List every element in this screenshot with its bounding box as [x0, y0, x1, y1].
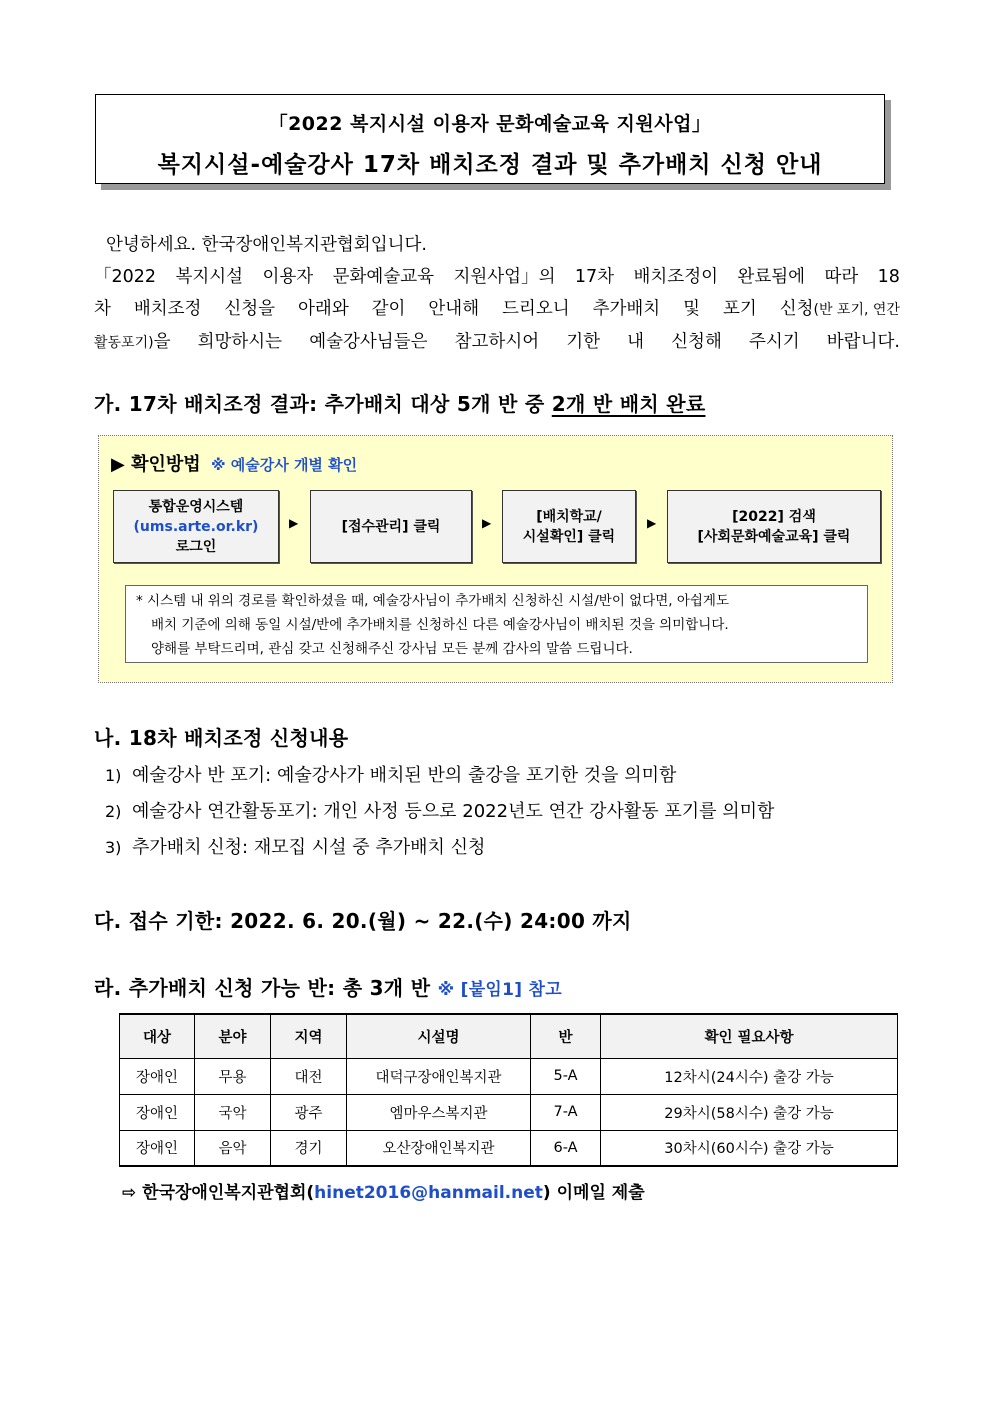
- table-cell: 경기: [271, 1130, 347, 1166]
- word: 주시기: [748, 332, 800, 352]
- list-item: [105, 761, 676, 787]
- word: 희망하시는: [197, 332, 283, 352]
- table-cell: 대덕구장애인복지관: [347, 1058, 531, 1094]
- table-cell: 무용: [195, 1058, 271, 1094]
- table-cell: 30차시(60시수) 출강 가능: [601, 1130, 898, 1166]
- list-number: 3): [105, 838, 122, 857]
- table-cell: 대전: [271, 1058, 347, 1094]
- table-cell: 국악: [195, 1094, 271, 1130]
- word: 따라: [824, 267, 859, 287]
- word-part: 신청: [779, 299, 814, 319]
- notice-line: * 시스템 내 위의 경로를 확인하셨을 때, 예술강사님이 추가배치 신청하신 시설/반이 없다면, 아쉽게도: [136, 593, 730, 609]
- intro-line4: [94, 326, 900, 359]
- word-part: 을: [153, 332, 171, 352]
- word: 예술강사님들은: [309, 332, 428, 352]
- table-cell: 29차시(58시수) 출강 가능: [601, 1094, 898, 1130]
- step-url: (ums.arte.or.kr): [133, 518, 259, 535]
- section-ra-note: ※ [붙임1] 참고: [437, 980, 562, 1000]
- method-title: [111, 450, 357, 476]
- word: 18: [877, 267, 900, 287]
- submit-instruction: [122, 1178, 645, 1203]
- table-cell: 장애인: [120, 1130, 195, 1166]
- intro-line2: [94, 261, 900, 293]
- title-line2: 복지시설-예술강사 17차 배치조정 결과 및 추가배치 신청 안내: [157, 152, 823, 178]
- word: 아래와: [298, 299, 349, 319]
- notice-line: 배치 기준에 의해 동일 시설/반에 추가배치를 신청하신 다른 예술강사님이 배치된 것을 의미합니다.: [151, 617, 729, 633]
- small-text: 활동포기): [94, 335, 154, 351]
- word: 안내해: [428, 299, 480, 319]
- list-number: 1): [105, 766, 122, 785]
- table-row: [120, 1058, 898, 1094]
- word: 차: [94, 299, 111, 319]
- notice-box: [125, 585, 868, 663]
- email-link[interactable]: hinet2016@hanmail.net: [314, 1183, 543, 1203]
- step-check: [502, 490, 636, 563]
- intro-line3: [94, 293, 900, 326]
- word: 17차: [574, 267, 615, 287]
- word: 신청해: [671, 332, 722, 352]
- submit-prefix: ⇨ 한국장애인복지관협회(: [122, 1183, 315, 1203]
- table-cell: 12차시(24시수) 출강 가능: [601, 1058, 898, 1094]
- table-row: [120, 1130, 898, 1166]
- word: 및: [683, 299, 701, 319]
- section-da-heading: 다. 접수 기한: 2022. 6. 20.(월) ~ 22.(수) 24:00 까지: [94, 909, 632, 933]
- table-cell: 음악: [195, 1130, 271, 1166]
- step-text: [2022] 검색: [732, 508, 816, 525]
- word: [780, 293, 900, 326]
- step-search: [667, 490, 881, 563]
- table-cell: 광주: [271, 1094, 347, 1130]
- list-text: 예술강사 반 포기: 예술강사가 배치된 반의 출강을 포기한 것을 의미함: [132, 765, 677, 786]
- step-text: 시설확인] 클릭: [522, 528, 616, 545]
- word: 기한: [566, 332, 601, 352]
- section-na-heading: 나. 18차 배치조정 신청내용: [94, 726, 349, 750]
- submit-suffix: ) 이메일 제출: [542, 1183, 645, 1203]
- word: 드리오니: [502, 299, 570, 319]
- table-cell: 7-A: [531, 1094, 601, 1130]
- step-login: [113, 490, 279, 563]
- title-line1: 「2022 복지시설 이용자 문화예술교육 지원사업」: [268, 113, 712, 135]
- step-receipt: [310, 490, 472, 563]
- table-cell: 엠마우스복지관: [347, 1094, 531, 1130]
- section-ra-heading-text: 라. 추가배치 신청 가능 반: 총 3개 반: [94, 976, 438, 1000]
- column-header: 지역: [271, 1014, 347, 1058]
- table-header-row: [120, 1014, 898, 1058]
- table-cell: 장애인: [120, 1094, 195, 1130]
- word: 배치조정이: [633, 267, 719, 287]
- step-text: 로그인: [175, 538, 217, 555]
- table-cell: 6-A: [531, 1130, 601, 1166]
- word: [94, 326, 170, 359]
- word: 완료됨에: [737, 267, 806, 287]
- word: 추가배치: [592, 299, 661, 319]
- notice-line: 양해를 부탁드리며, 관심 갖고 신청해주신 강사님 모든 분께 감사의 말씀 드립니다.: [151, 641, 633, 657]
- step-text: [배치학교/: [536, 508, 602, 525]
- table-cell: 5-A: [531, 1058, 601, 1094]
- section-ga-heading: [94, 388, 705, 417]
- table-cell: 오산장애인복지관: [347, 1130, 531, 1166]
- column-header: 대상: [120, 1014, 195, 1058]
- table-cell: 장애인: [120, 1058, 195, 1094]
- list-text: 예술강사 연간활동포기: 개인 사정 등으로 2022년도 연간 강사활동 포기를 의미함: [132, 801, 775, 822]
- word: 문화예술교육: [332, 267, 435, 287]
- intro-paragraph: [94, 229, 900, 359]
- step-text: [접수관리] 클릭: [341, 518, 441, 535]
- word: 포기: [722, 299, 757, 319]
- list-number: 2): [105, 802, 122, 821]
- small-text: (반 포기, 연간: [813, 302, 900, 318]
- word: 「2022: [94, 267, 157, 287]
- word: 참고하시어: [454, 332, 540, 352]
- word: 이용자: [262, 267, 314, 287]
- section-ga-heading-text: 가. 17차 배치조정 결과: 추가배치 대상 5개 반 중: [94, 392, 552, 416]
- column-header: 반: [531, 1014, 601, 1058]
- method-box: [98, 435, 893, 683]
- list-text: 추가배치 신청: 재모집 시설 중 추가배치 신청: [132, 837, 486, 858]
- title-box: [95, 94, 885, 184]
- word: 같이: [371, 299, 406, 319]
- word: 복지시설: [175, 267, 244, 287]
- step-text: [사회문화예술교육] 클릭: [697, 528, 851, 545]
- column-header: 시설명: [347, 1014, 531, 1058]
- section-ra-heading: [94, 972, 562, 1001]
- column-header: 확인 필요사항: [601, 1014, 898, 1058]
- word: 바랍니다.: [826, 332, 900, 352]
- word: 신청을: [224, 299, 276, 319]
- list-item: [105, 833, 485, 859]
- arrow-icon: ▶: [482, 516, 492, 530]
- section-ga-heading-underlined: 2개 반 배치 완료: [551, 392, 706, 416]
- allocation-table: [119, 1013, 898, 1167]
- list-item: [105, 797, 774, 823]
- arrow-icon: ▶: [289, 516, 299, 530]
- word: 지원사업」의: [453, 267, 556, 287]
- word: 내: [627, 332, 645, 352]
- intro-greeting: 안녕하세요. 한국장애인복지관협회입니다.: [106, 235, 427, 255]
- step-text: 통합운영시스템: [148, 498, 244, 515]
- word: 배치조정: [133, 299, 202, 319]
- arrow-icon: ▶: [647, 516, 657, 530]
- column-header: 분야: [195, 1014, 271, 1058]
- method-note: ※ 예술강사 개별 확인: [210, 456, 358, 474]
- method-title-text: ▶ 확인방법: [111, 454, 201, 475]
- table-row: [120, 1094, 898, 1130]
